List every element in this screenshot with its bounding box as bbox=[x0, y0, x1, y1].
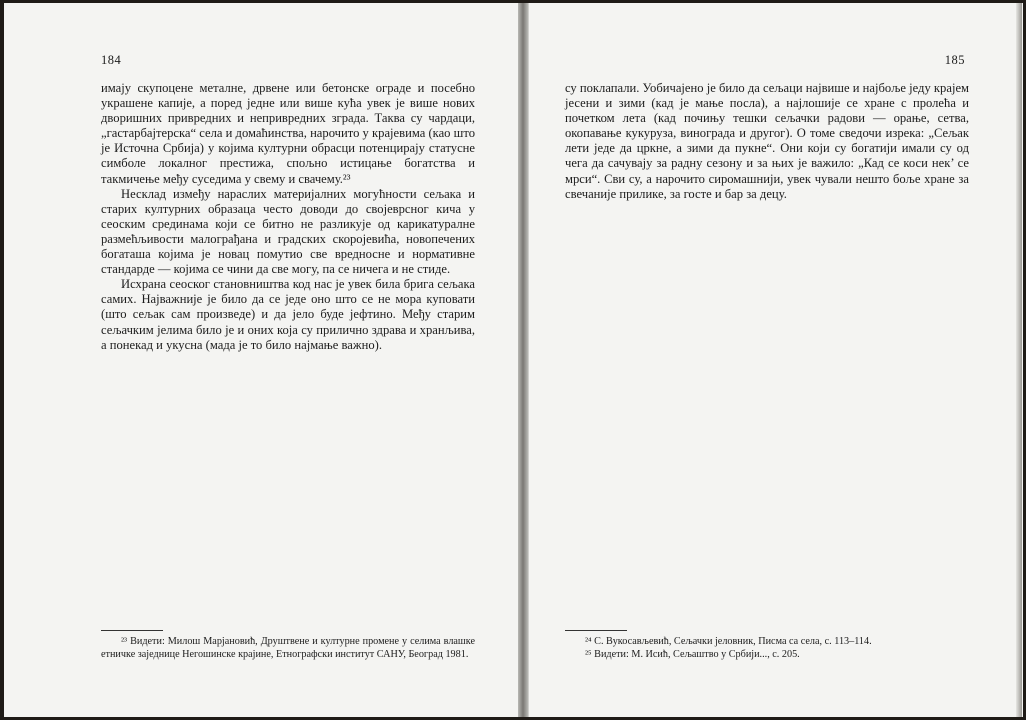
left-paragraph-3: Исхрана сеоског становништва код нас је увек била брига сељака самих. Најважније је било да се једе оно што се не мора куповати (што сељак сам произведе) и да јело буде јефтино. Међу старим сељачким јелима било је и оних која су прилично здрава и хранљива, а понекад и укусна (мада је то било најмање важно). bbox=[101, 277, 475, 352]
right-footnote-divider bbox=[565, 630, 627, 631]
right-page-number: 185 bbox=[944, 53, 965, 67]
book-spread bbox=[4, 3, 1022, 717]
page-edge-right bbox=[1016, 3, 1022, 717]
left-paragraph-2: Несклад између нараслих материјалних могућности сељака и старих културних образаца често доводи до својеврсног кича у сеоским срединама који се битно не разликује од карикатуралне размећљивости малограђана и градских скоројевића, новопечених богаташа којима је новац помутио све вредносне и нормативне стандарде — којима се чини да све могу, па се ничега и не стиде. bbox=[101, 186, 475, 277]
footnote-23: ²³ Видети: Милош Марјановић, Друштвене и културне промене у селима влашке етничке заједнице Негошинске крајине, Етнографски институт САНУ, Београд 1981. bbox=[101, 636, 475, 660]
left-page bbox=[4, 3, 519, 717]
right-paragraph-1: су поклапали. Уобичајено је било да сељаци највише и најбоље једу крајем јесени и зими (кад је мање посла), а најлошије се хране с пролећа и почетком лета (кад почињу тешки сељачки радови — орање, сетва, окопавање кукуруза, винограда и другог). О томе сведочи изрека: „Сељак лети једе да цркне, а зими да пукне“. Они који су богатији имали су од чега да сачувају за радну сезону и за њих је важило: „Кад се коси нек’ се мрси“. Сви су, а нарочито сиромашнији, увек чували нешто боље хране за свечаније прилике, за госте и бар за децу. bbox=[565, 81, 969, 201]
left-footnote-divider bbox=[101, 630, 163, 631]
right-page bbox=[528, 3, 1023, 717]
right-footnotes bbox=[565, 635, 969, 661]
left-footnotes bbox=[101, 635, 475, 661]
footnote-24: ²⁴ С. Вукосављевић, Сељачки јеловник, Писма са села, с. 113–114. bbox=[585, 636, 872, 647]
book-gutter bbox=[518, 3, 528, 717]
right-page-body bbox=[565, 81, 969, 202]
left-page-number: 184 bbox=[101, 53, 122, 67]
left-page-body bbox=[101, 81, 475, 353]
left-paragraph-1: имају скупоцене металне, дрвене или бетонске ограде и посебно украшене капије, а поред једне или више кућа увек је више нових дворишних привредних и непривредних зграда. Таква су чардаци, „гастарбајтерска“ села и домаћинства, нарочито у крајевима (као што је Источна Србија) у којима културни обрасци потенцирају статусне симболе локалног престижа, спољно истицање богатства и такмичење међу суседима у свему и свачему.²³ bbox=[101, 81, 475, 186]
footnote-25: ²⁵ Видети: М. Исић, Сељаштво у Србији..., с. 205. bbox=[585, 649, 800, 660]
